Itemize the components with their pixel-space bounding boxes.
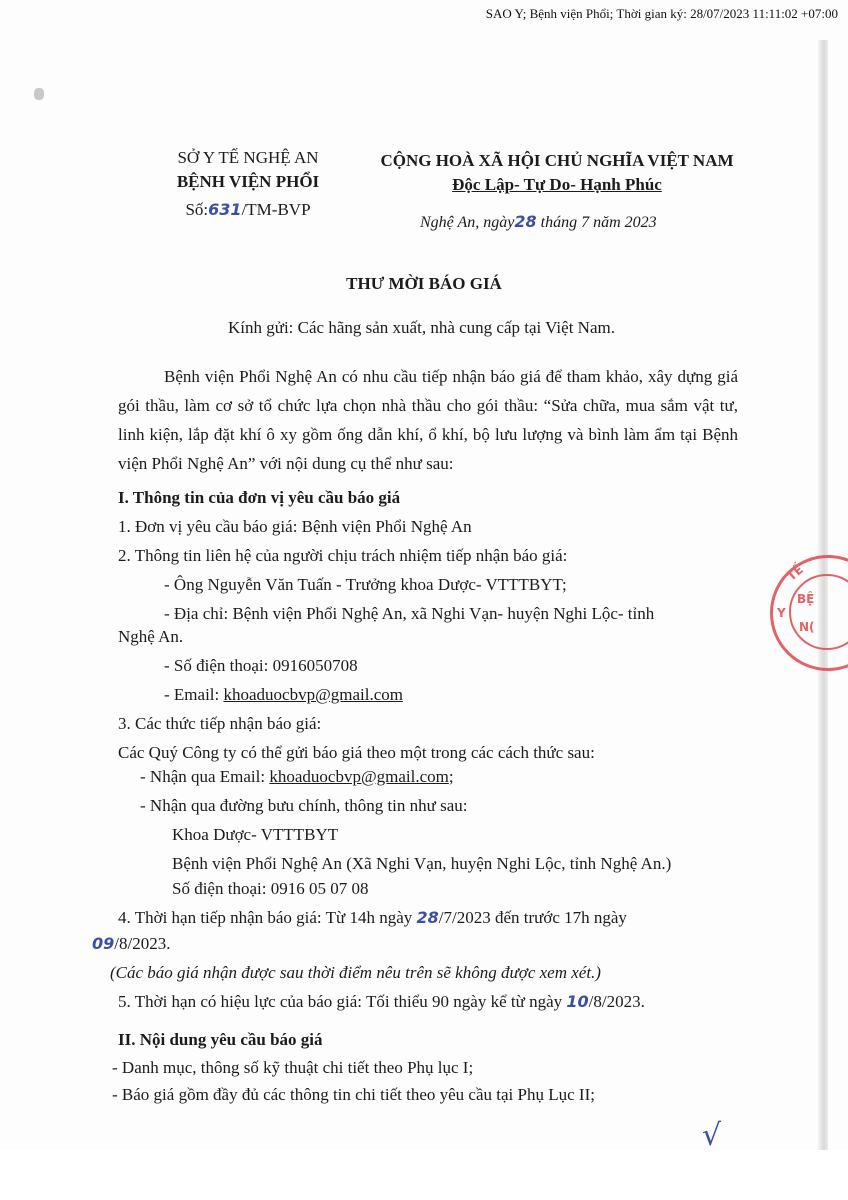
national-motto: Độc Lập- Tự Do- Hạnh Phúc [452, 175, 662, 194]
nation-name: CỘNG HOÀ XÃ HỘI CHỦ NGHĨA VIỆT NAM [380, 151, 734, 170]
section1-item5 [118, 992, 645, 1012]
date-day-handwritten: 28 [514, 212, 537, 231]
method-postal: - Nhận qua đường bưu chính, thông tin như sau: [140, 796, 468, 815]
methods-intro: Các Quý Công ty có thể gửi báo giá theo một trong các cách thức sau: [118, 743, 595, 762]
section2-item2: - Báo giá gồm đầy đủ các thông tin chi tiết theo yêu cầu tại Phụ Lục II; [112, 1085, 595, 1104]
seal-text-d: N( [799, 620, 815, 634]
doc-no-suffix: /TM-BVP [241, 200, 311, 219]
handwritten-checkmark-icon: √ [702, 1118, 722, 1153]
section1-item4-line1 [118, 908, 738, 928]
contact-address-line2: Nghệ An. [118, 627, 184, 646]
contact-person: - Ông Nguyễn Văn Tuấn - Trưởng khoa Dược- VTTTBYT; [164, 575, 567, 594]
item5-day-handwritten: 10 [566, 992, 589, 1011]
contact-address-line1: - Địa chỉ: Bệnh viện Phổi Nghệ An, xã Nghi Vạn- huyện Nghi Lộc- tỉnh [164, 604, 655, 623]
scan-speck [34, 88, 44, 100]
hospital-name: BỆNH VIỆN PHỔI [176, 172, 320, 191]
method-email-line [140, 767, 454, 787]
postal-phone: Số điện thoại: 0916 05 07 08 [172, 879, 369, 898]
section1-item1: 1. Đơn vị yêu cầu báo giá: Bệnh viện Phổi Nghệ An [118, 517, 472, 536]
seal-text-b: BỆ [797, 592, 815, 606]
document-title: THƯ MỜI BÁO GIÁ [346, 274, 502, 293]
date-prefix: Nghệ An, ngày [420, 214, 515, 231]
seal-inner-ring [789, 574, 848, 650]
late-submission-note: (Các báo giá nhận được sau thời điểm nêu trên sẽ không được xem xét.) [110, 963, 601, 982]
section2-item1: - Danh mục, thông số kỹ thuật chi tiết theo Phụ lục I; [112, 1058, 474, 1077]
item5-text-a: 5. Thời hạn có hiệu lực của báo giá: Tối thiểu 90 ngày kể từ ngày [118, 992, 567, 1011]
date-suffix: tháng 7 năm 2023 [536, 214, 657, 231]
item4-text-b: /7/2023 đến trước 17h ngày [438, 908, 627, 927]
section1-item2: 2. Thông tin liên hệ của người chịu trách nhiệm tiếp nhận báo giá: [118, 546, 568, 565]
section1-item4-line2 [92, 934, 170, 954]
email-label: - Email: [164, 685, 224, 704]
recipient-line: Kính gửi: Các hãng sản xuất, nhà cung cấp tại Việt Nam. [228, 318, 615, 337]
item4-text-a: 4. Thời hạn tiếp nhận báo giá: Từ 14h ngày [118, 908, 417, 927]
item5-text-b: /8/2023. [588, 992, 645, 1011]
issue-date [420, 212, 657, 232]
postal-department: Khoa Dược- VTTTBYT [172, 825, 339, 844]
ministry-name: SỞ Y TẾ NGHỆ AN [177, 148, 319, 167]
item4-day-handwritten: 28 [416, 908, 439, 927]
item4-text-c: /8/2023. [114, 934, 171, 953]
method-email-label: - Nhận qua Email: [140, 767, 270, 786]
method-email-link[interactable]: khoaduocbvp@gmail.com [269, 767, 449, 786]
scan-bottom-margin [0, 1150, 848, 1200]
national-header [362, 149, 752, 197]
doc-no-prefix: Số: [185, 200, 209, 219]
seal-text-a: TẾ [784, 562, 806, 584]
contact-phone: - Số điện thoại: 0916050708 [164, 656, 358, 675]
contact-email-line [164, 685, 403, 705]
intro-paragraph: Bệnh viện Phổi Nghệ An có nhu cầu tiếp nhận báo giá để tham khảo, xây dựng giá gói thầu, làm cơ sở tổ chức lựa chọn nhà thầu cho gói thầu: “Sửa chữa, mua sắm vật tư, linh kiện, lắp đặt khí ô xy gồm ống dẫn khí, ổ khí, bộ lưu lượng và bình làm ẩm tại Bệnh viện Phổi Nghệ An” với nội dung cụ thể như sau: [118, 367, 738, 473]
red-seal-stamp [770, 555, 848, 671]
seal-text-c: Y [777, 606, 786, 620]
section2-heading: II. Nội dung yêu cầu báo giá [118, 1030, 323, 1049]
issuer-block [168, 146, 328, 222]
digital-signature-line: SAO Y; Bệnh viện Phổi; Thời gian ký: 28/07/2023 11:11:02 +07:00 [485, 6, 838, 21]
section1-heading: I. Thông tin của đơn vị yêu cầu báo giá [118, 488, 401, 507]
doc-no-handwritten: 631 [208, 200, 242, 219]
postal-address: Bệnh viện Phổi Nghệ An (Xã Nghi Vạn, huyện Nghi Lộc, tỉnh Nghệ An.) [172, 854, 672, 873]
email-link[interactable]: khoaduocbvp@gmail.com [223, 685, 403, 704]
section1-item3: 3. Các thức tiếp nhận báo giá: [118, 714, 322, 733]
method-email-end: ; [448, 767, 454, 786]
document-number [168, 198, 328, 222]
item4-day2-handwritten: 09 [92, 934, 115, 953]
